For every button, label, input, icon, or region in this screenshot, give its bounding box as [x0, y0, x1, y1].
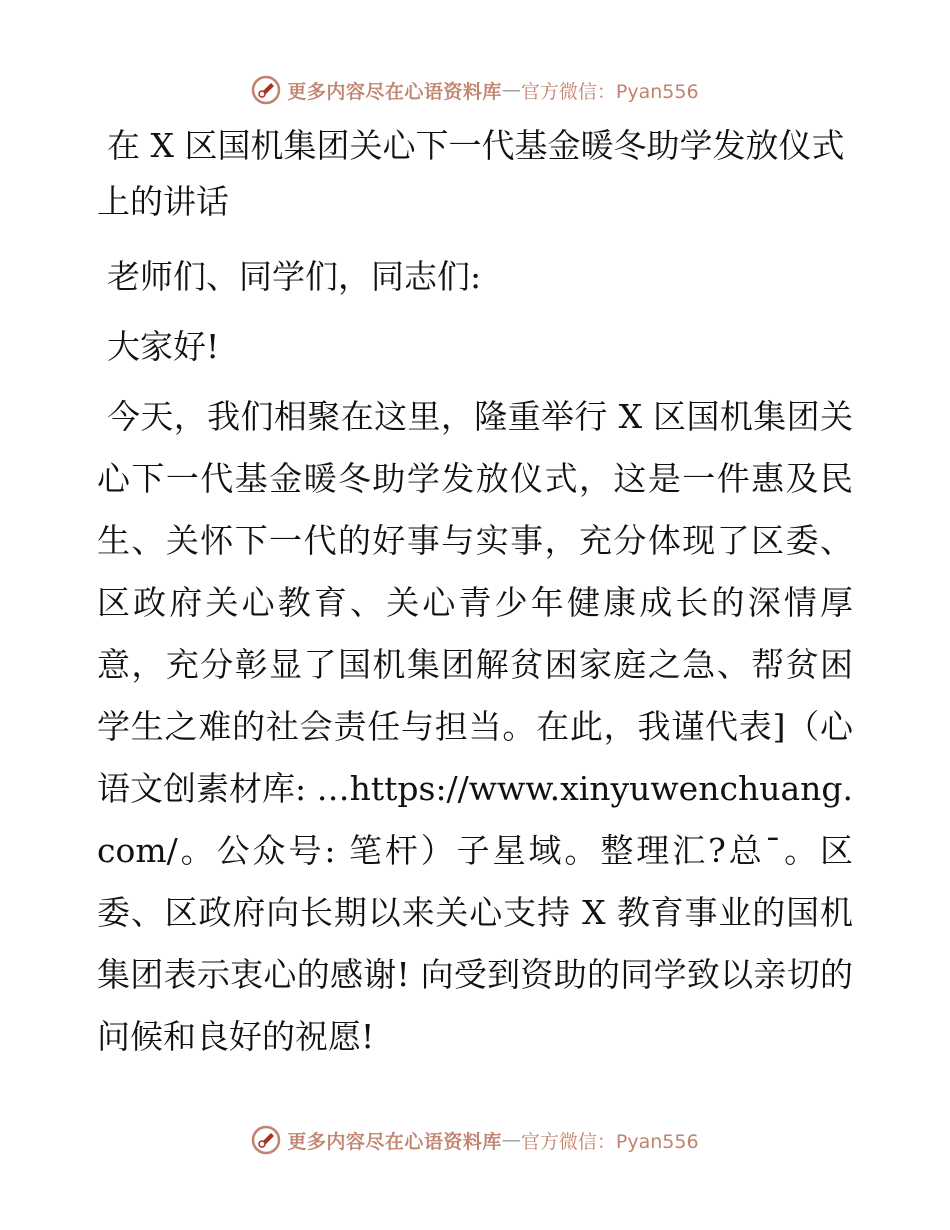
- greeting: 大家好!: [107, 327, 220, 366]
- banner-separator: —: [501, 1129, 521, 1151]
- footer-banner: [0, 1120, 950, 1160]
- document-title: 在 X 区国机集团关心下一代基金暖冬助学发放仪式上的讲话: [97, 126, 845, 221]
- banner-title: 更多内容尽在心语资料库: [287, 80, 502, 103]
- body-paragraph: 今天，我们相聚在这里，隆重举行 X 区国机集团关心下一代基金暖冬助学发放仪式，这是一件惠及民生、关怀下一代的好事与实事，充分体现了区委、区政府关心教育、关心青少年健康成长的深情厚意，充分彰显了国机集团解贫困家庭之急、帮贫困学生之难的社会责任与担当。在此，我谨代表]（心语文创素材库: …https://www.xinyuwenchuang.com/。公众号: 笔杆）子星域。整理汇?总¯。区委、区政府向长期以来关心支持 X 教育事业的国机集团表示衷心的感谢! 向受到资助的同学致以亲切的问候和良好的祝愿!: [97, 397, 853, 1056]
- brand-logo-icon: [251, 1125, 281, 1155]
- banner-separator: —: [501, 79, 521, 101]
- header-banner: [0, 70, 950, 110]
- banner-title: 更多内容尽在心语资料库: [287, 1130, 502, 1153]
- brand-logo-icon: [251, 75, 281, 105]
- banner-wechat: 官方微信：Pyan556: [520, 1130, 699, 1153]
- banner-wechat: 官方微信：Pyan556: [520, 80, 699, 103]
- salutation: 老师们、同学们，同志们:: [107, 257, 482, 296]
- document-body: [97, 118, 853, 1068]
